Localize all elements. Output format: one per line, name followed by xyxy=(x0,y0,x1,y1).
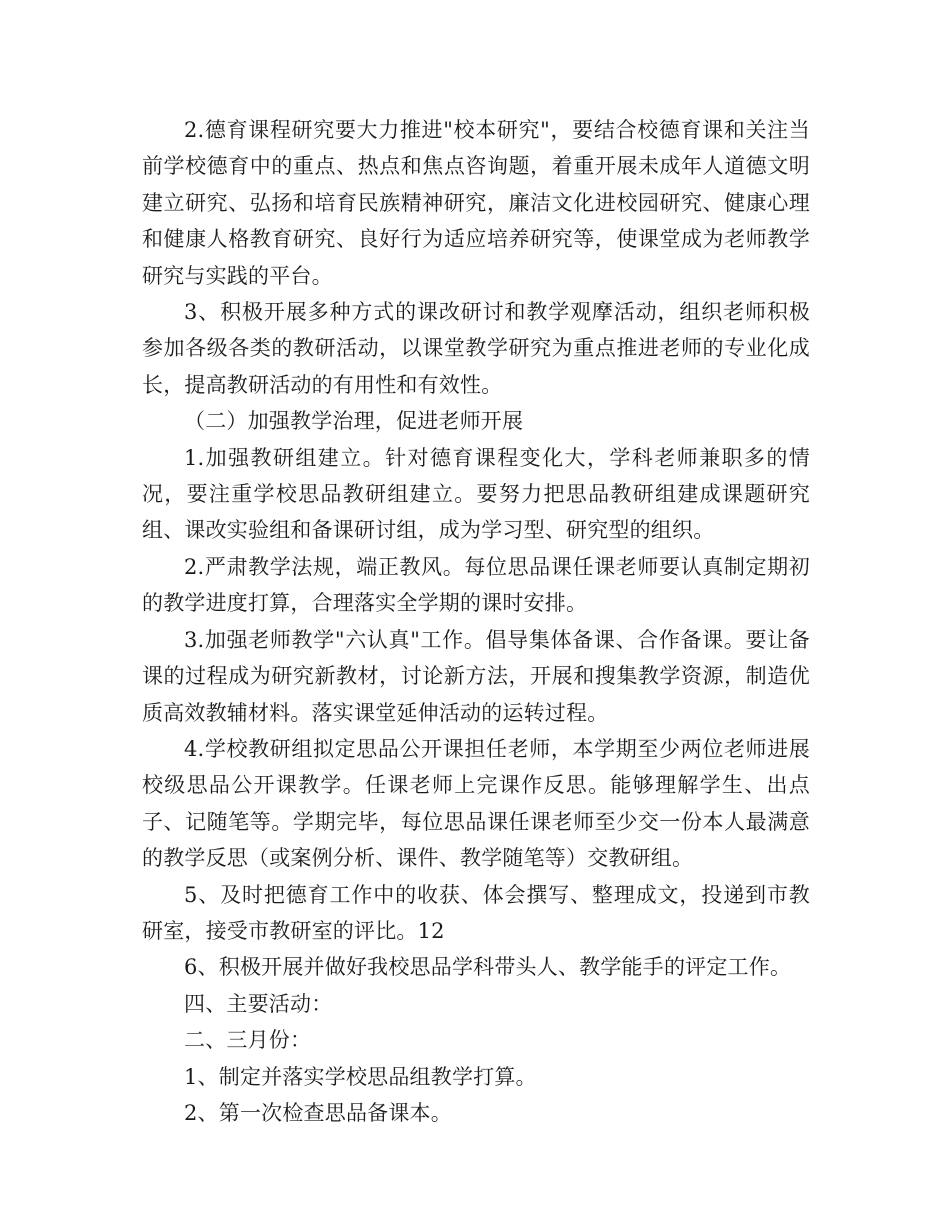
paragraph: 1.加强教研组建立。针对德育课程变化大，学科老师兼职多的情况，要注重学校思品教研组建立。要努力把思品教研组建成课题研究组、课改实验组和备课研讨组，成为学习型、研究型的组织。 xyxy=(142,445,810,543)
list-item: 1、制定并落实学校思品组教学打算。 xyxy=(184,1064,537,1089)
paragraph: 4.学校教研组拟定思品公开课担任老师，本学期至少两位老师进展校级思品公开课教学。任课老师上完课作反思。能够理解学生、出点子、记随笔等。学期完毕，每位思品课任课老师至少交一份本人最满意的教学反思（或案例分析、课件、教学随笔等）交教研组。 xyxy=(142,736,810,871)
paragraph: 5、及时把德育工作中的收获、体会撰写、整理成文，投递到市教研室，接受市教研室的评比。12 xyxy=(142,882,810,943)
paragraph: 2.德育课程研究要大力推进"校本研究"，要结合校德育课和关注当前学校德育中的重点、热点和焦点咨询题，着重开展未成年人道德文明建立研究、弘扬和培育民族精神研究，廉洁文化进校园研究、健康心理和健康人格教育研究、良好行为适应培养研究等，使课堂成为老师教学研究与实践的平台。 xyxy=(142,118,810,288)
paragraph: 二、三月份： xyxy=(184,1028,312,1053)
list-item: 2、第一次检查思品备课本。 xyxy=(184,1100,452,1125)
section-heading: （二）加强教学治理，促进老师开展 xyxy=(184,409,524,434)
section-heading: 四、主要活动： xyxy=(184,991,333,1016)
document-body xyxy=(142,112,810,1131)
paragraph: 6、积极开展并做好我校思品学科带头人、教学能手的评定工作。 xyxy=(184,955,792,980)
paragraph: 3、积极开展多种方式的课改研讨和教学观摩活动，组织老师积极参加各级各类的教研活动，以课堂教学研究为重点推进老师的专业化成长，提高教研活动的有用性和有效性。 xyxy=(142,300,810,397)
paragraph: 2.严肃教学法规，端正教风。每位思品课任课老师要认真制定期初的教学进度打算，合理落实全学期的课时安排。 xyxy=(142,554,810,616)
paragraph: 3.加强老师教学"六认真"工作。倡导集体备课、合作备课。要让备课的过程成为研究新教材，讨论新方法，开展和搜集教学资源，制造优质高效教辅材料。落实课堂延伸活动的运转过程。 xyxy=(142,627,810,725)
